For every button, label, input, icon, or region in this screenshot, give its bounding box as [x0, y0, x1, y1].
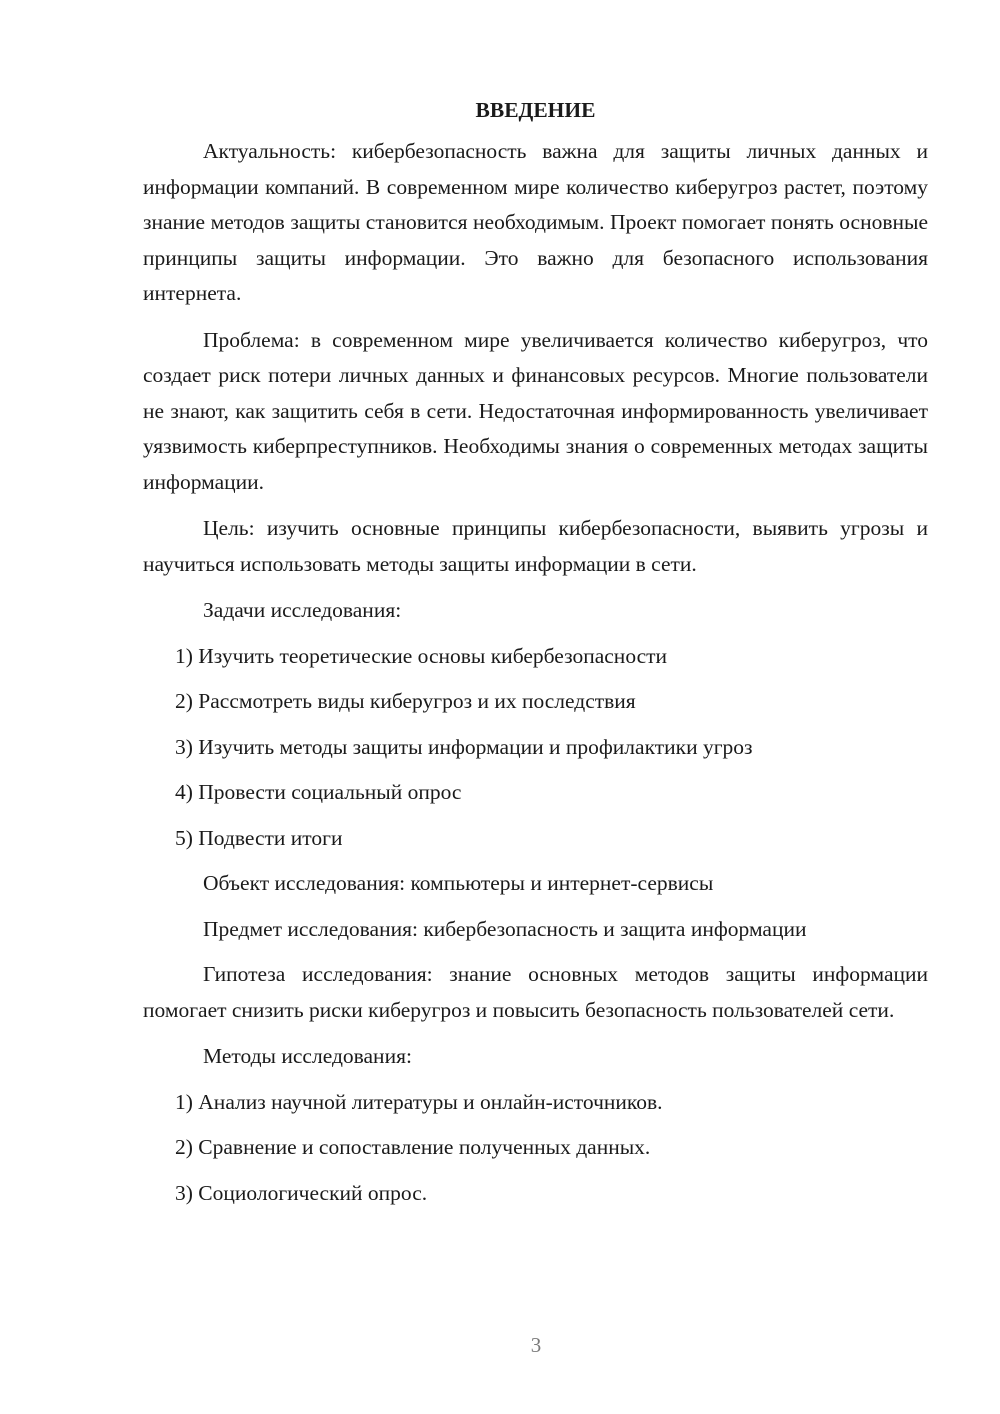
relevance-paragraph: Актуальность: кибербезопасность важна для защиты личных данных и информации компаний. В современном мире количество киберугроз растет, поэтому знание методов защиты становится необходимым. Проект помогает понять основные принципы защиты информации. Это важно для безопасного использования интернета.: [143, 139, 928, 305]
document-page: [143, 92, 928, 1221]
page-number: 3: [530, 1333, 542, 1357]
problem-paragraph: Проблема: в современном мире увеличивается количество киберугроз, что создает риск потери личных данных и финансовых ресурсов. Многие пользователи не знают, как защитить себя в сети. Недостаточная информированность увеличивает уязвимость киберпреступников. Необходимы знания о современных методах защиты информации.: [143, 327, 928, 494]
tasks-heading: Задачи исследования:: [203, 598, 402, 622]
task-item: 2) Рассмотреть виды киберугроз и их последствия: [175, 689, 636, 713]
research-object: Объект исследования: компьютеры и интернет-сервисы: [203, 871, 714, 895]
section-title: ВВЕДЕНИЕ: [475, 98, 596, 122]
method-item: 2) Сравнение и сопоставление полученных данных.: [175, 1135, 651, 1159]
goal-paragraph: Цель: изучить основные принципы кибербезопасности, выявить угрозы и научиться использовать методы защиты информации в сети.: [143, 516, 928, 576]
task-item: 3) Изучить методы защиты информации и профилактики угроз: [175, 734, 753, 759]
task-item: 5) Подвести итоги: [175, 825, 343, 850]
method-item: 1) Анализ научной литературы и онлайн-источников.: [175, 1089, 663, 1114]
methods-heading: Методы исследования:: [203, 1044, 412, 1068]
task-item: 1) Изучить теоретические основы кибербезопасности: [175, 643, 668, 668]
hypothesis-paragraph: Гипотеза исследования: знание основных методов защиты информации помогает снизить риски киберугроз и повысить безопасность пользователей сети.: [143, 962, 928, 1022]
research-subject: Предмет исследования: кибербезопасность и защита информации: [203, 916, 807, 941]
task-item: 4) Провести социальный опрос: [175, 780, 462, 804]
method-item: 3) Социологический опрос.: [175, 1180, 428, 1205]
